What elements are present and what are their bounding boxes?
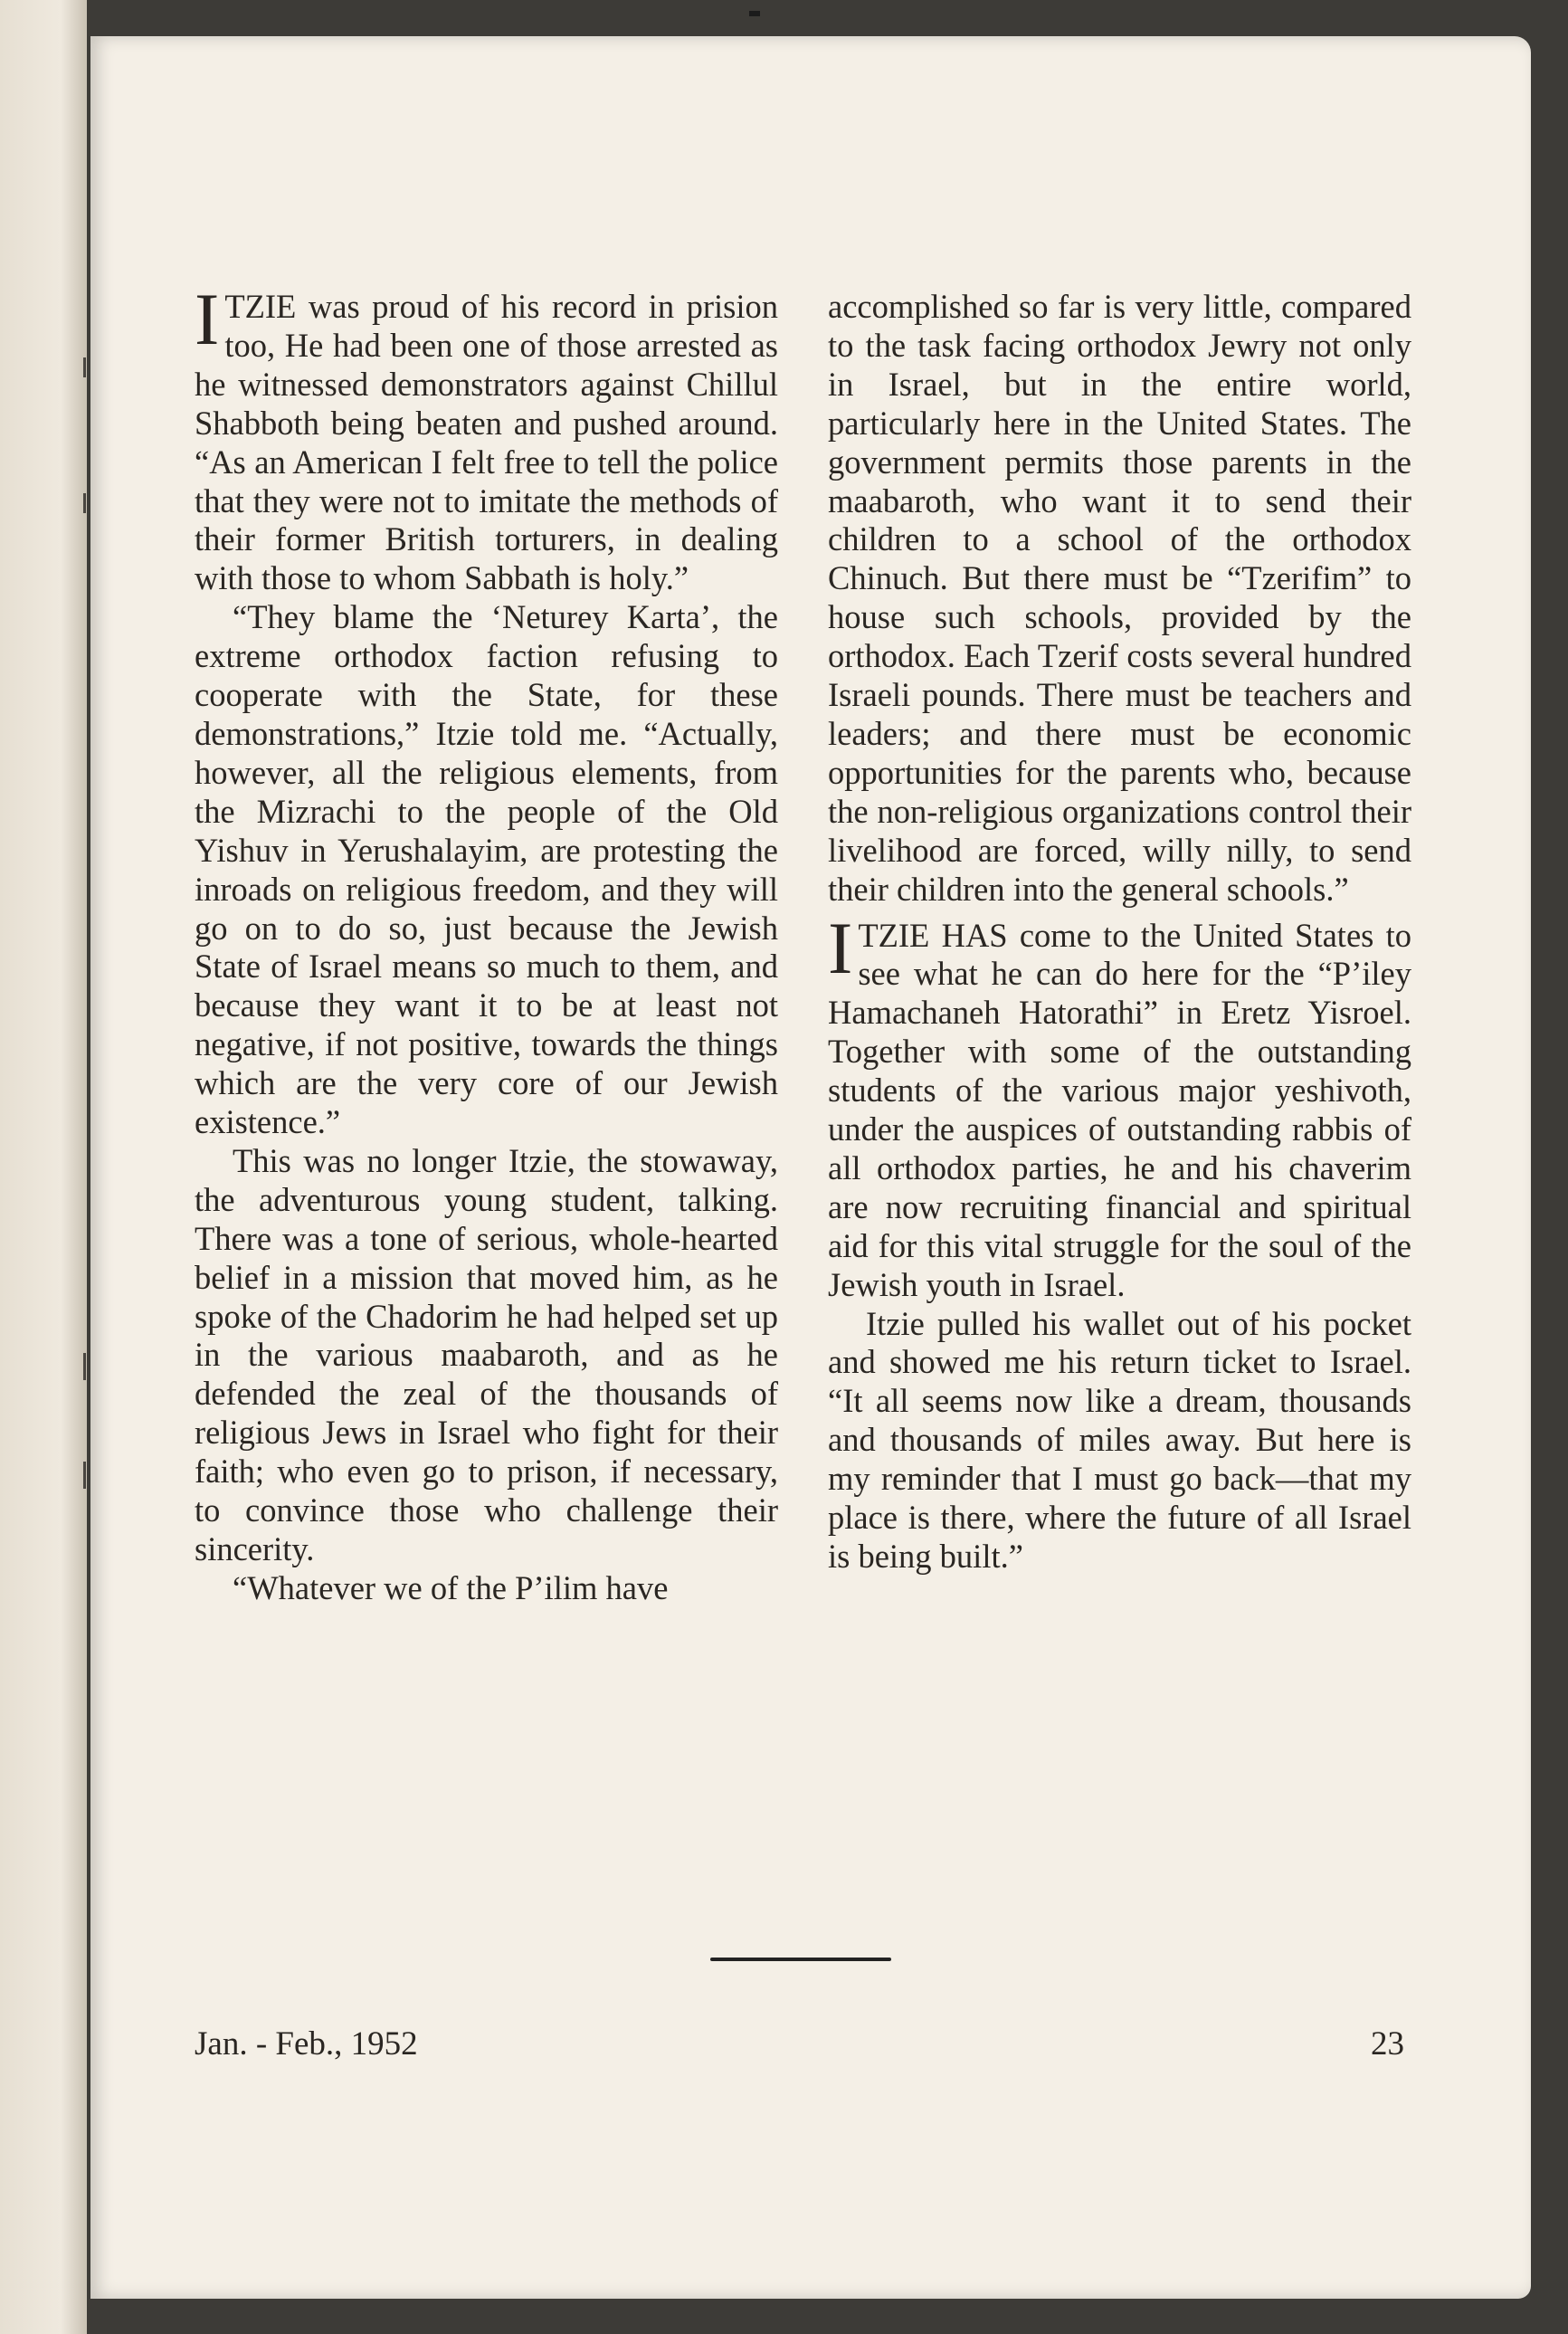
top-mark — [749, 11, 760, 16]
left-column — [195, 278, 778, 1608]
page-number: 23 — [1371, 2025, 1404, 2062]
paragraph-pilim-start: “Whatever we of the P’ilim have — [233, 1568, 669, 1606]
issue-date: Jan. - Feb., 1952 — [195, 2025, 418, 2062]
facing-page-edge — [0, 0, 87, 2334]
right-column — [828, 288, 1411, 1577]
section-divider — [710, 1958, 891, 1961]
paragraph-stowaway: This was no longer Itzie, the stowaway, the adventurous young student, talking. There was a tone of serious, whole-hearted belief in a mission that moved him, as he spoke of the Chadorim he had helped set up in the various maabaroth, and as he defended the zeal of the thousands of religious Jews in Israel who fight for their faith; who even go to prison, if necessary, to convince those who challenge their sincerity. — [195, 1141, 778, 1567]
paragraph-prison: ITZIE was proud of his record in prision too, He had been one of those arrested as he witnessed demonstrators against Chillul Shabboth being beaten and pushed around. “As an American I felt free to tell the police that they were not to imitate the methods of their former British torturers, in dealing with those to whom Sabbath is holy.” — [195, 278, 778, 597]
paragraph-continued: accomplished so far is very little, compared to the task facing orthodox Jewry not only in Israel, but in the entire world, particularly here in the United States. The government permits those parents in the maabaroth, who want it to send their children to a school of the orthodox Chinuch. But there must be “Tzerifim” to house such schools, provided by the orthodox. Each Tzerif costs several hundred Israeli pounds. There must be teachers and leaders; and there must be economic opportunities for the parents who, because the non-religious organizations control their livelihood are forced, willy nilly, to send their children into the general schools.” — [828, 288, 1411, 908]
paragraph-united-states: ITZIE HAS come to the United States to see what he can do here for the “P’iley Hamachaneh Hatorathi” in Eretz Yisroel. Together with some of the outstanding students of the various major yeshivoth, under the auspices of outstanding rabbis of all orthodox parties, he and his chaverim are now recruiting financial and spiritual aid for this vital struggle for the soul of the Jewish youth in Israel. — [828, 906, 1411, 1303]
paragraph-return-ticket: Itzie pulled his wallet out of his pocket and showed me his return ticket to Israel. “It all seems now like a dream, thousands and thousands of miles away. But here is my reminder that I must go back—that my place is there, where the future of all Israel is being built.” — [828, 1304, 1411, 1575]
paragraph-neturey-karta: “They blame the ‘Neturey Karta’, the extreme orthodox faction refusing to cooperate with the State, for these demonstrations,” Itzie told me. “Actually, however, all the religious elements, from the Mizrachi to the people of the Old Yishuv in Yerushalayim, are protesting the inroads on religious freedom, and they will go on to do so, just because the Jewish State of Israel means so much to them, and because they want it to be at least not negative, if not positive, towards the things which are the very core of our Jewish existence.” — [195, 598, 778, 1141]
